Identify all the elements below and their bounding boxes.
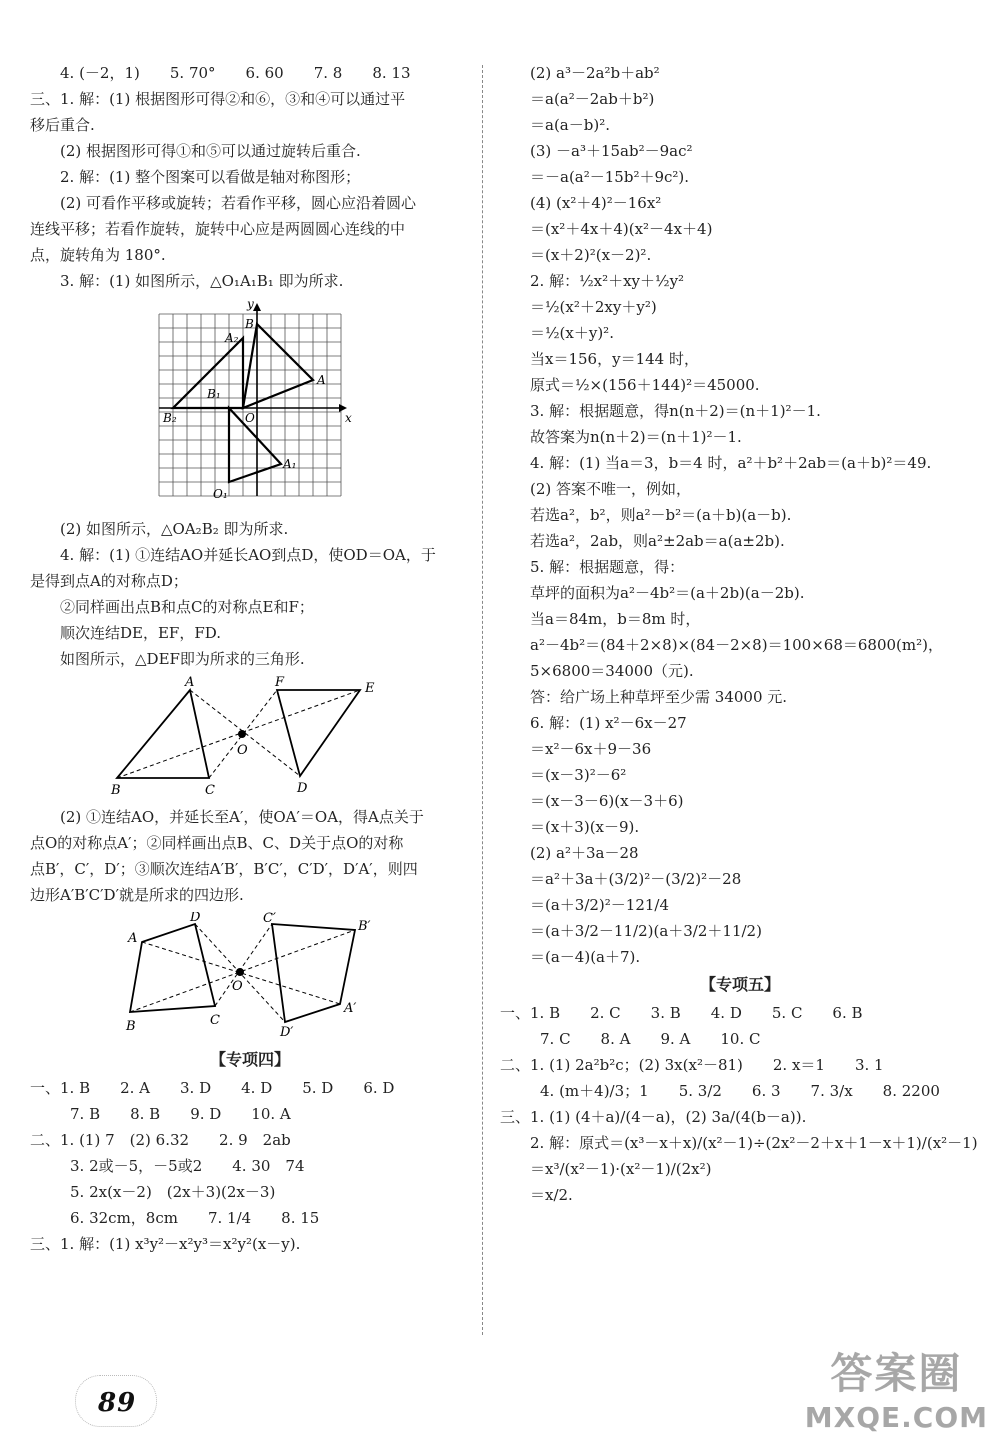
answer-line: 原式＝½×(156＋144)²＝45000. <box>530 376 760 394</box>
answer-line: (2) ①连结AO，并延长至A′，使OA′＝OA，得A点关于 <box>60 808 424 826</box>
answer-line: ＝(a－4)(a＋7). <box>530 948 641 966</box>
answer-line: 顺次连结DE，EF，FD. <box>60 624 222 642</box>
answer-line: ＝(x＋3)(x－9). <box>530 818 640 836</box>
answer-line: 2. 解：原式＝(x³－x＋x)/(x²－1)÷(2x²－2＋x＋1－x＋1)/(x²－1) <box>530 1134 978 1152</box>
answer-line: (2) a³－2a²b＋ab² <box>530 64 660 82</box>
answer-line: 若选a²，2ab，则a²±2ab＝a(a±2b). <box>530 532 785 550</box>
answer-line: 三、1. 解：(1) 根据图形可得②和⑥，③和④可以通过平 <box>30 90 406 108</box>
answer-line: 故答案为n(n＋2)＝(n＋1)²－1. <box>530 428 742 446</box>
answer-line: (2) 如图所示，△OA₂B₂ 即为所求. <box>60 520 289 538</box>
answer-line: ＝a²＋3a＋(3/2)²－(3/2)²－28 <box>530 870 742 888</box>
answer-line: 4. (m＋4)/3；1 5. 3/2 6. 3 7. 3/x 8. 2200 <box>540 1082 940 1100</box>
answer-line: 3. 2或－5，－5或2 4. 30 74 <box>70 1157 305 1175</box>
answer-line: (2) a²＋3a－28 <box>530 844 639 862</box>
fig3-label-A: A <box>128 931 138 946</box>
answer-line: ＝(x－3)²－6² <box>530 766 627 784</box>
section-title-5: 【专项五】 <box>699 975 780 994</box>
answer-line: 一、1. B 2. A 3. D 4. D 5. D 6. D <box>30 1079 395 1097</box>
fig2-label-B: B <box>111 783 121 796</box>
answer-line: 二、1. (1) 2a²b²c；(2) 3x(x²－81) 2. x＝1 3. 1 <box>500 1056 884 1074</box>
answer-line: 点B′，C′，D′；③顺次连结A′B′，B′C′，C′D′，D′A′，则四 <box>30 860 418 878</box>
triangle-O1A1B1 <box>229 408 281 482</box>
answer-line: 3. 解：(1) 如图所示，△O₁A₁B₁ 即为所求. <box>60 272 344 290</box>
answer-line: 二、1. (1) 7 (2) 6.32 2. 9 2ab <box>30 1131 291 1149</box>
fig3-label-O: O <box>232 979 243 994</box>
watermark-domain: MXQE.COM <box>804 1401 988 1434</box>
page-number: 89 <box>98 1388 137 1418</box>
answer-line: ＝－a(a²－15b²＋9c²). <box>530 168 690 186</box>
answer-line: 如图所示，△DEF即为所求的三角形. <box>60 650 305 668</box>
answer-line: 2. 解：(1) 整个图案可以看做是轴对称图形； <box>60 168 361 186</box>
answer-line: (2) 答案不唯一，例如， <box>530 480 692 498</box>
answer-line: 一、1. B 2. C 3. B 4. D 5. C 6. B <box>500 1004 863 1022</box>
answer-line: 5×6800＝34000（元). <box>530 662 694 680</box>
answer-line: a²－4b²＝(84＋2×8)×(84－2×8)＝100×68＝6800(m²)， <box>530 636 943 654</box>
fig3-label-D: D <box>190 912 201 925</box>
answer-line: 若选a²，b²，则a²－b²＝(a＋b)(a－b). <box>530 506 792 524</box>
label-B: B <box>245 317 254 331</box>
answer-line: ＝(a＋3/2－11/2)(a＋3/2＋11/2) <box>530 922 762 940</box>
label-y: y <box>247 298 254 311</box>
answer-line: 三、1. 解：(1) x³y²－x²y³＝x²y²(x－y). <box>30 1235 301 1253</box>
section-title-4: 【专项四】 <box>209 1050 290 1069</box>
answer-line: 边形A′B′C′D′就是所求的四边形. <box>30 886 244 904</box>
fig2-label-C: C <box>205 783 215 796</box>
answer-line: 4. (－2，1) 5. 70° 6. 60 7. 8 8. 13 <box>60 64 411 82</box>
answer-line: (2) 根据图形可得①和⑤可以通过旋转后重合. <box>60 142 361 160</box>
grid-figure-svg <box>135 298 365 508</box>
answer-line: (3) －a³＋15ab²－9ac² <box>530 142 693 160</box>
watermark-logo <box>805 1341 988 1434</box>
answer-line: ＝½(x＋y)². <box>530 324 614 342</box>
answer-line: 3. 解：根据题意，得n(n＋2)＝(n＋1)²－1. <box>530 402 821 420</box>
answer-line: (4) (x²＋4)²－16x² <box>530 194 662 212</box>
label-A1: A₁ <box>283 457 297 471</box>
answer-line: 7. C 8. A 9. A 10. C <box>540 1030 761 1048</box>
fig2-label-F: F <box>275 676 285 690</box>
fig3-label-B: B <box>126 1019 136 1034</box>
answer-line: ＝(x²＋4x＋4)(x²－4x＋4) <box>530 220 713 238</box>
fig2-label-E: E <box>365 681 375 696</box>
answer-line: 点O的对称点A′；②同样画出点B、C、D关于点O的对称 <box>30 834 404 852</box>
left-column <box>30 60 470 1257</box>
quadrilateral-figure-svg <box>120 912 390 1037</box>
fig3-label-D-prime: D′ <box>280 1025 294 1037</box>
answer-line: ＝(x－3－6)(x－3＋6) <box>530 792 684 810</box>
answer-line: 2. 解：½x²＋xy＋½y² <box>530 272 685 290</box>
answer-line: 5. 2x(x－2) (2x＋3)(2x－3) <box>70 1183 276 1201</box>
answer-line: 移后重合. <box>30 116 95 134</box>
answer-line: ②同样画出点B和点C的对称点E和F； <box>60 598 314 616</box>
answer-line: ＝½(x²＋2xy＋y²) <box>530 298 657 316</box>
answer-line: ＝x²－6x＋9－36 <box>530 740 652 758</box>
answer-line: 是得到点A的对称点D； <box>30 572 188 590</box>
fig2-label-D: D <box>297 781 308 796</box>
answer-line: 连线平移；若看作旋转，旋转中心应是两圆圆心连线的中 <box>30 220 406 238</box>
answer-line: 答：给广场上种草坪至少需 34000 元. <box>530 688 788 706</box>
answer-line: ＝(a＋3/2)²－121/4 <box>530 896 670 914</box>
answer-line: 三、1. (1) (4＋a)/(4－a)，(2) 3a/(4(b－a)). <box>500 1108 807 1126</box>
answer-line: 点，旋转角为 180°. <box>30 246 166 264</box>
answer-line: ＝x³/(x²－1)·(x²－1)/(2x²) <box>530 1160 712 1178</box>
answer-line: 当x＝156，y＝144 时， <box>530 350 699 368</box>
answer-line: 7. B 8. B 9. D 10. A <box>70 1105 291 1123</box>
answer-line: ＝x/2. <box>530 1186 573 1204</box>
triangle-figure-svg <box>105 676 405 796</box>
label-O1: O₁ <box>213 487 228 501</box>
label-B2: B₂ <box>163 411 177 425</box>
fig3-label-A-prime: A′ <box>344 1001 357 1016</box>
triangle-OAB <box>243 324 313 408</box>
fig2-label-A: A <box>185 676 195 690</box>
grid-figure <box>135 298 470 512</box>
column-divider <box>482 65 483 1335</box>
fig3-label-C: C <box>210 1013 220 1028</box>
answer-line: ＝a(a²－2ab＋b²) <box>530 90 655 108</box>
symmetry-figure-triangles <box>105 676 470 800</box>
label-O: O <box>245 411 255 425</box>
fig3-label-B-prime: B′ <box>358 919 371 934</box>
label-A: A <box>317 373 326 387</box>
answer-line: ＝(x＋2)²(x－2)². <box>530 246 652 264</box>
answer-line: 4. 解：(1) ①连结AO并延长AO到点D，使OD＝OA，于 <box>60 546 436 564</box>
answer-line: 5. 解：根据题意，得： <box>530 558 685 576</box>
answer-line: 6. 32cm，8cm 7. 1/4 8. 15 <box>70 1209 320 1227</box>
label-B1: B₁ <box>207 387 221 401</box>
label-A2: A₂ <box>225 331 239 345</box>
answer-line: 当a＝84m，b＝8m 时， <box>530 610 701 628</box>
answer-line: 草坪的面积为a²－4b²＝(a＋2b)(a－2b). <box>530 584 805 602</box>
fig2-label-O: O <box>237 743 248 758</box>
answer-line: 4. 解：(1) 当a＝3，b＝4 时，a²＋b²＋2ab＝(a＋b)²＝49. <box>530 454 932 472</box>
fig3-label-C-prime: C′ <box>263 912 276 926</box>
watermark-chinese: 答案圈 <box>830 1349 963 1398</box>
answer-line: ＝a(a－b)². <box>530 116 610 134</box>
answer-line: (2) 可看作平移或旋转；若看作平移，圆心应沿着圆心 <box>60 194 417 212</box>
right-column <box>500 60 980 1208</box>
answer-line: 6. 解：(1) x²－6x－27 <box>530 714 687 732</box>
symmetry-figure-quadrilaterals <box>120 912 470 1041</box>
label-x: x <box>345 411 352 425</box>
